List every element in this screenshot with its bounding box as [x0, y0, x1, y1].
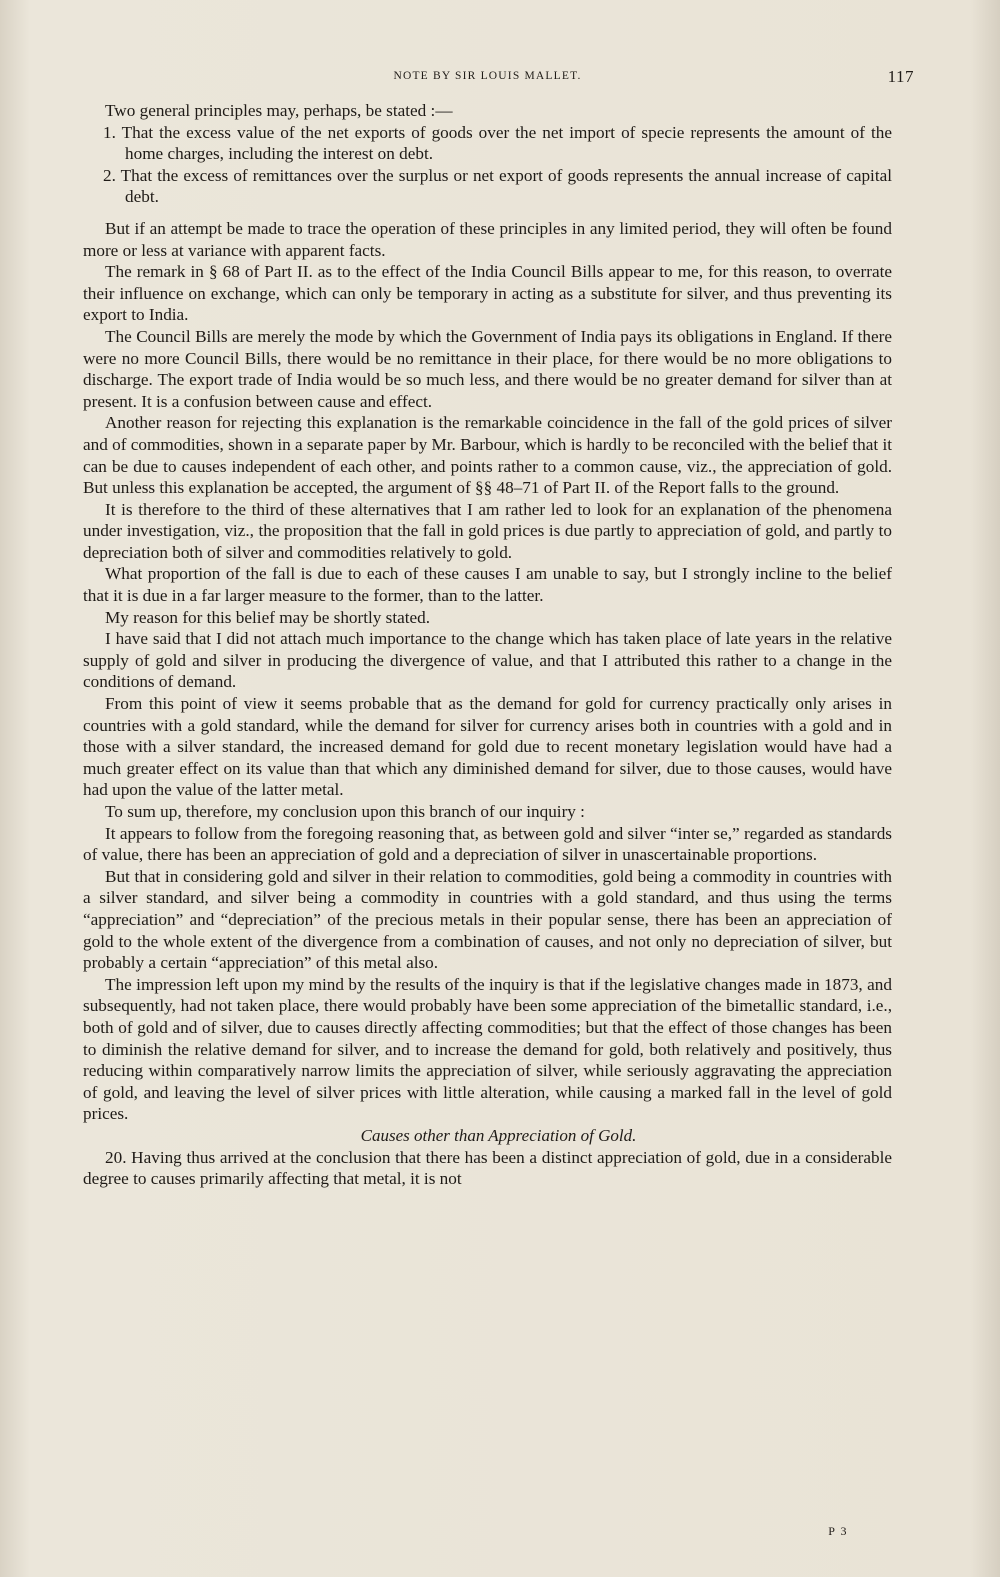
page-number: 117 — [887, 67, 914, 86]
paragraph: It is therefore to the third of these alternatives that I am rather led to look for an explanation of the phenomena under investigation, viz., the proposition that the fall in gold prices is due partly to appreciation of gold, and partly to depreciation both of silver and commodities relatively to gold. — [83, 499, 892, 562]
paragraph: The Council Bills are merely the mode by which the Government of India pays its obligations in England. If there were no more Council Bills, there would be no remittance in their place, for there would be no more obligations to discharge. The export trade of India would be so much less, and there would be no greater demand for silver than at present. It is a confusion between cause and effect. — [83, 326, 892, 411]
paragraph: I have said that I did not attach much importance to the change which has taken place of late years in the relative supply of gold and silver in producing the divergence of value, and that I attributed this rather to a change in the conditions of demand. — [83, 629, 892, 692]
paragraph: From this point of view it seems probable that as the demand for gold for currency practically only arises in countries with a gold standard, while the demand for silver for currency arises both in countries with a gold and in those with a silver standard, the increased demand for gold due to recent monetary legislation would have had a much greater effect on its value than that which any diminished demand for silver, due to those causes, would have had upon the value of the latter metal. — [83, 694, 892, 800]
paragraph: To sum up, therefore, my conclusion upon this branch of our inquiry : — [105, 802, 585, 821]
numbered-principle-1: 1. That the excess value of the net exports of goods over the net import of specie represents the amount of the home charges, including the interest on debt. — [103, 122, 892, 164]
running-title: NOTE BY SIR LOUIS MALLET. — [393, 70, 582, 82]
numbered-principle-2: 2. That the excess of remittances over the surplus or net export of goods represents the annual increase of capital debt. — [103, 165, 892, 207]
paragraph: What proportion of the fall is due to each of these causes I am unable to say, but I strongly incline to the belief that it is due in a far larger measure to the former, than to the latter. — [83, 564, 892, 606]
paragraph: Another reason for rejecting this explanation is the remarkable coincidence in the fall of the gold prices of silver and of commodities, shown in a separate paper by Mr. Barbour, which is hardly to be reconciled with the belief that it can be due to causes independent of each other, and points rather to a common cause, viz., the appreciation of gold. But unless this explanation be accepted, the argument of §§ 48–71 of Part II. of the Report falls to the ground. — [83, 413, 892, 498]
paragraph: But if an attempt be made to trace the operation of these principles in any limited period, they will often be found more or less at variance with apparent facts. — [83, 218, 892, 260]
paragraph-numbered-section: 20. Having thus arrived at the conclusion that there has been a distinct appreciation of gold, due in a considerable degree to causes primarily affecting that metal, it is not — [83, 1147, 892, 1189]
paragraph: My reason for this belief may be shortly stated. — [105, 607, 431, 627]
paragraph: The impression left upon my mind by the results of the inquiry is that if the legislative changes made in 1873, and subsequently, had not taken place, there would probably have been some appreciation of the bimetallic standard, i.e., both of gold and of silver, due to causes directly affecting commodities; but that the effect of those changes has been to diminish the relative demand for silver, and to increase the demand for gold, both relatively and positively, thus reducing within comparatively narrow limits the appreciation of silver, while seriously aggravating the appreciation of gold, and leaving the level of silver prices with little alteration, while causing a marked fall in the level of gold prices. — [83, 974, 892, 1124]
paragraph: But that in considering gold and silver in their relation to commodities, gold being a commodity in countries with a silver standard, and silver being a commodity in countries with a gold standard, and thus using the terms “appreciation” and “depreciation” of the precious metals in their popular sense, there has been an appreciation of gold to the whole extent of the divergence from a combination of causes, and not only no depreciation of silver, but probably a certain “appreciation” of this metal also. — [83, 866, 892, 973]
page-body — [83, 100, 892, 1190]
page-header — [83, 64, 914, 88]
paragraph: The remark in § 68 of Part II. as to the effect of the India Council Bills appear to me, for this reason, to overrate their influence on exchange, which can only be temporary in acting as a substitute for silver, and thus preventing its export to India. — [83, 262, 892, 325]
paragraph-intro: Two general principles may, perhaps, be stated :— — [105, 101, 453, 120]
section-subheading: Causes other than Appreciation of Gold. — [360, 1125, 637, 1145]
paragraph: It appears to follow from the foregoing reasoning that, as between gold and silver “inter se,” regarded as standards of value, there has been an appreciation of gold and a depreciation of silver in unascertainable proportions. — [83, 823, 892, 865]
signature-mark: P 3 — [828, 1524, 848, 1538]
